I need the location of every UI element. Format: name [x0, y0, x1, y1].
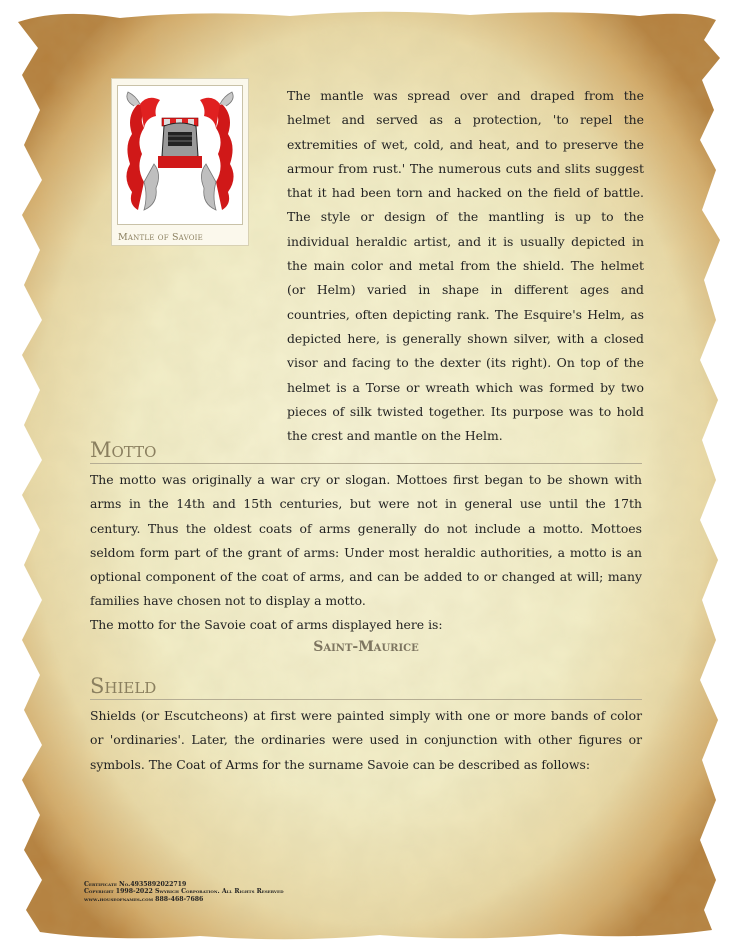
motto-text: Saint-Maurice: [313, 639, 419, 655]
shield-paragraph: Shields (or Escutcheons) at first were painted simply with one or more bands of color or 'ordinaries'. Later, the ordinaries were used in conjunction with other figures or symbols. The Coat of Arms for the surname Savoie can be described as follows:: [90, 708, 642, 772]
shield-heading: Shield: [90, 674, 642, 700]
motto-intro-line: The motto for the Savoie coat of arms displayed here is:: [90, 617, 443, 632]
mantle-image-frame: [117, 85, 243, 225]
motto-heading: Motto: [90, 438, 642, 464]
contact-line: www.houseofnames.com 888-468-7686: [84, 895, 204, 903]
figure-caption: Mantle of Savoie: [118, 232, 203, 243]
certificate-number: Certificate No.4935892022719: [84, 881, 187, 888]
copyright-line: Copyright 1998-2022 Swyrich Corporation. All Rights Reserved: [84, 888, 284, 896]
mantle-paragraph: The mantle was spread over and draped from the helmet and served as a protection, 'to repel the extremities of wet, cold, and heat, and to preserve the armour from rust.' The numerous cuts and slits suggest that it had been torn and hacked on the field of battle. The style or design of the mantling is up to the individual heraldic artist, and it is usually depicted in the main color and metal from the shield. The helmet (or Helm) varied in shape in different ages and countries, often depicting rank. The Esquire's Helm, as depicted here, is generally shown silver, with a closed visor and facing to the dexter (its right). On top of the helmet is a Torse or wreath which was formed by two pieces of silk twisted together. Its purpose was to hold the crest and mantle on the Helm.: [287, 88, 644, 444]
motto-paragraph: The motto was originally a war cry or slogan. Mottoes first began to be shown with arms in the 14th and 15th centuries, but were not in general use until the 17th century. Thus the oldest coats of arms generally do not include a motto. Mottoes seldom form part of the grant of arms: Under most heraldic authorities, a motto is an optional component of the coat of arms, and can be added to or changed at will; many families have chosen not to display a motto.: [90, 472, 642, 609]
mantle-figure: [111, 78, 249, 246]
mantle-helmet-icon: [118, 86, 242, 224]
certificate-footer: [84, 881, 284, 903]
